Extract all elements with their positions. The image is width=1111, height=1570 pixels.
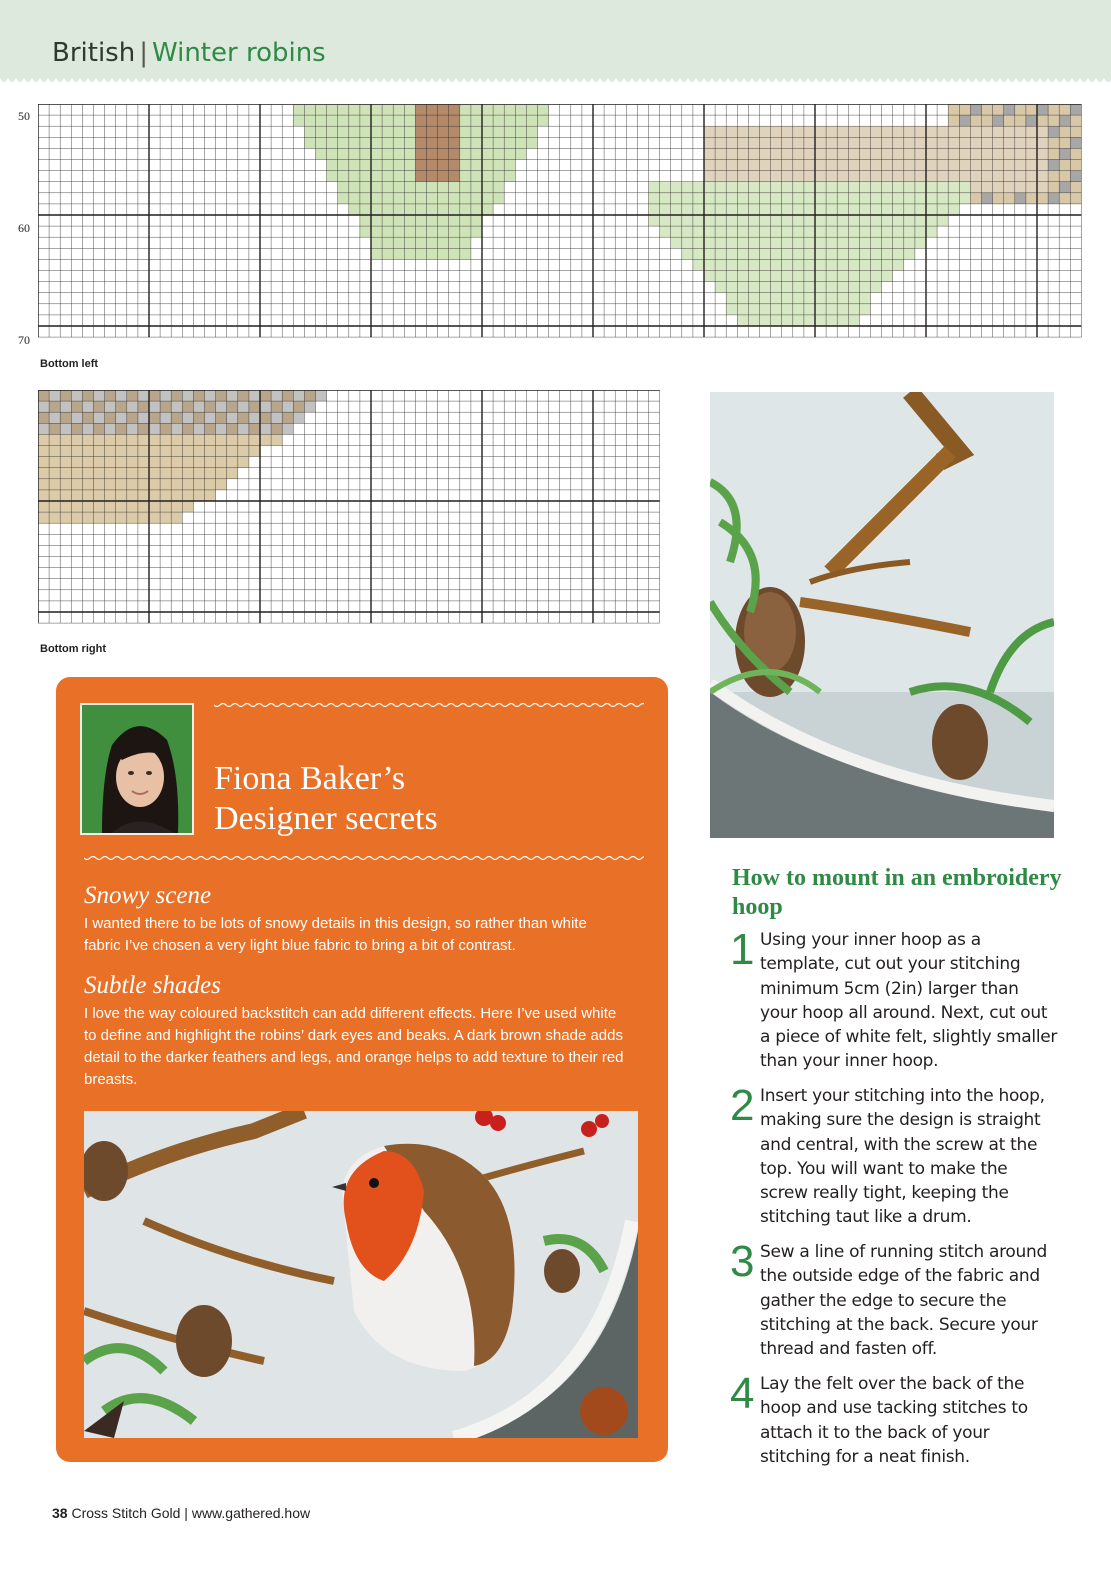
header-scallop-edge xyxy=(0,78,1111,86)
article-title: Winter robins xyxy=(151,38,326,68)
howto-step-3 xyxy=(730,1237,1060,1360)
designer-secrets-box xyxy=(56,677,668,1462)
designer-heading xyxy=(214,759,438,839)
cross-stitch-chart-bottom xyxy=(38,390,668,630)
step-text: Using your inner hoop as a template, cut out your stitching minimum 5cm (2in) larger than your hoop all around. Next, cut out a piece of white felt, slightly smaller than your inner hoop. xyxy=(760,930,1058,1072)
page-footer xyxy=(52,1505,310,1521)
section-heading-snowy: Snowy scene xyxy=(84,882,212,909)
section-name: British xyxy=(52,38,136,68)
embroidery-detail-photo xyxy=(710,392,1054,838)
title-separator: | xyxy=(139,38,148,68)
designer-name: Fiona Baker’s xyxy=(214,760,406,797)
step-text: Sew a line of running stitch around the outside edge of the fabric and gather the edge to secure the stitching at the back. Secure your thread and fasten off. xyxy=(760,1242,1047,1360)
step-number: 1 xyxy=(730,925,755,974)
magazine-name: Cross Stitch Gold xyxy=(71,1505,181,1521)
cross-stitch-chart-top xyxy=(38,104,1082,342)
box-divider-bottom xyxy=(84,855,644,861)
step-number: 3 xyxy=(730,1237,755,1286)
chart-caption-bottom-right: Bottom right xyxy=(40,643,106,655)
howto-title: How to mount in an embroidery hoop xyxy=(732,865,1062,920)
step-text: Insert your stitching into the hoop, making sure the design is straight and central, with the screw at the top. You will want to make the screw really tight, keeping the stitching taut like a drum. xyxy=(760,1086,1045,1228)
chart-caption-bottom-left: Bottom left xyxy=(40,358,99,370)
step-number: 2 xyxy=(730,1081,755,1130)
howto-step-1 xyxy=(730,925,1060,1072)
page-header xyxy=(0,0,1111,78)
row-label-60: 60 xyxy=(18,221,30,235)
section-heading-shades: Subtle shades xyxy=(84,972,221,999)
footer-separator: | xyxy=(184,1505,188,1521)
row-label-50: 50 xyxy=(18,109,30,123)
section-title xyxy=(52,38,326,68)
row-label-70: 70 xyxy=(18,333,30,347)
step-number: 4 xyxy=(730,1369,755,1418)
step-text: Lay the felt over the back of the hoop and use tacking stitches to attach it to the back of your stitching for a neat finish. xyxy=(760,1374,1028,1467)
footer-url: www.gathered.how xyxy=(191,1505,311,1521)
designer-subtitle: Designer secrets xyxy=(214,800,438,837)
section-text-shades: I love the way coloured backstitch can add different effects. Here I’ve used white to define and highlight the robins’ dark eyes and beaks. A dark brown shade adds detail to the darker feathers and legs, and orange helps to add texture to their red breasts. xyxy=(84,1005,624,1088)
section-text-snowy: I wanted there to be lots of snowy details in this design, so rather than white fabric I’ve chosen a very light blue fabric to bring a bit of contrast. xyxy=(84,915,587,954)
page-number: 38 xyxy=(52,1505,68,1521)
box-divider-top xyxy=(214,702,644,708)
robin-hoop-photo xyxy=(84,1111,638,1438)
designer-avatar xyxy=(80,703,194,835)
howto-step-4 xyxy=(730,1369,1060,1472)
howto-step-2 xyxy=(730,1081,1060,1228)
